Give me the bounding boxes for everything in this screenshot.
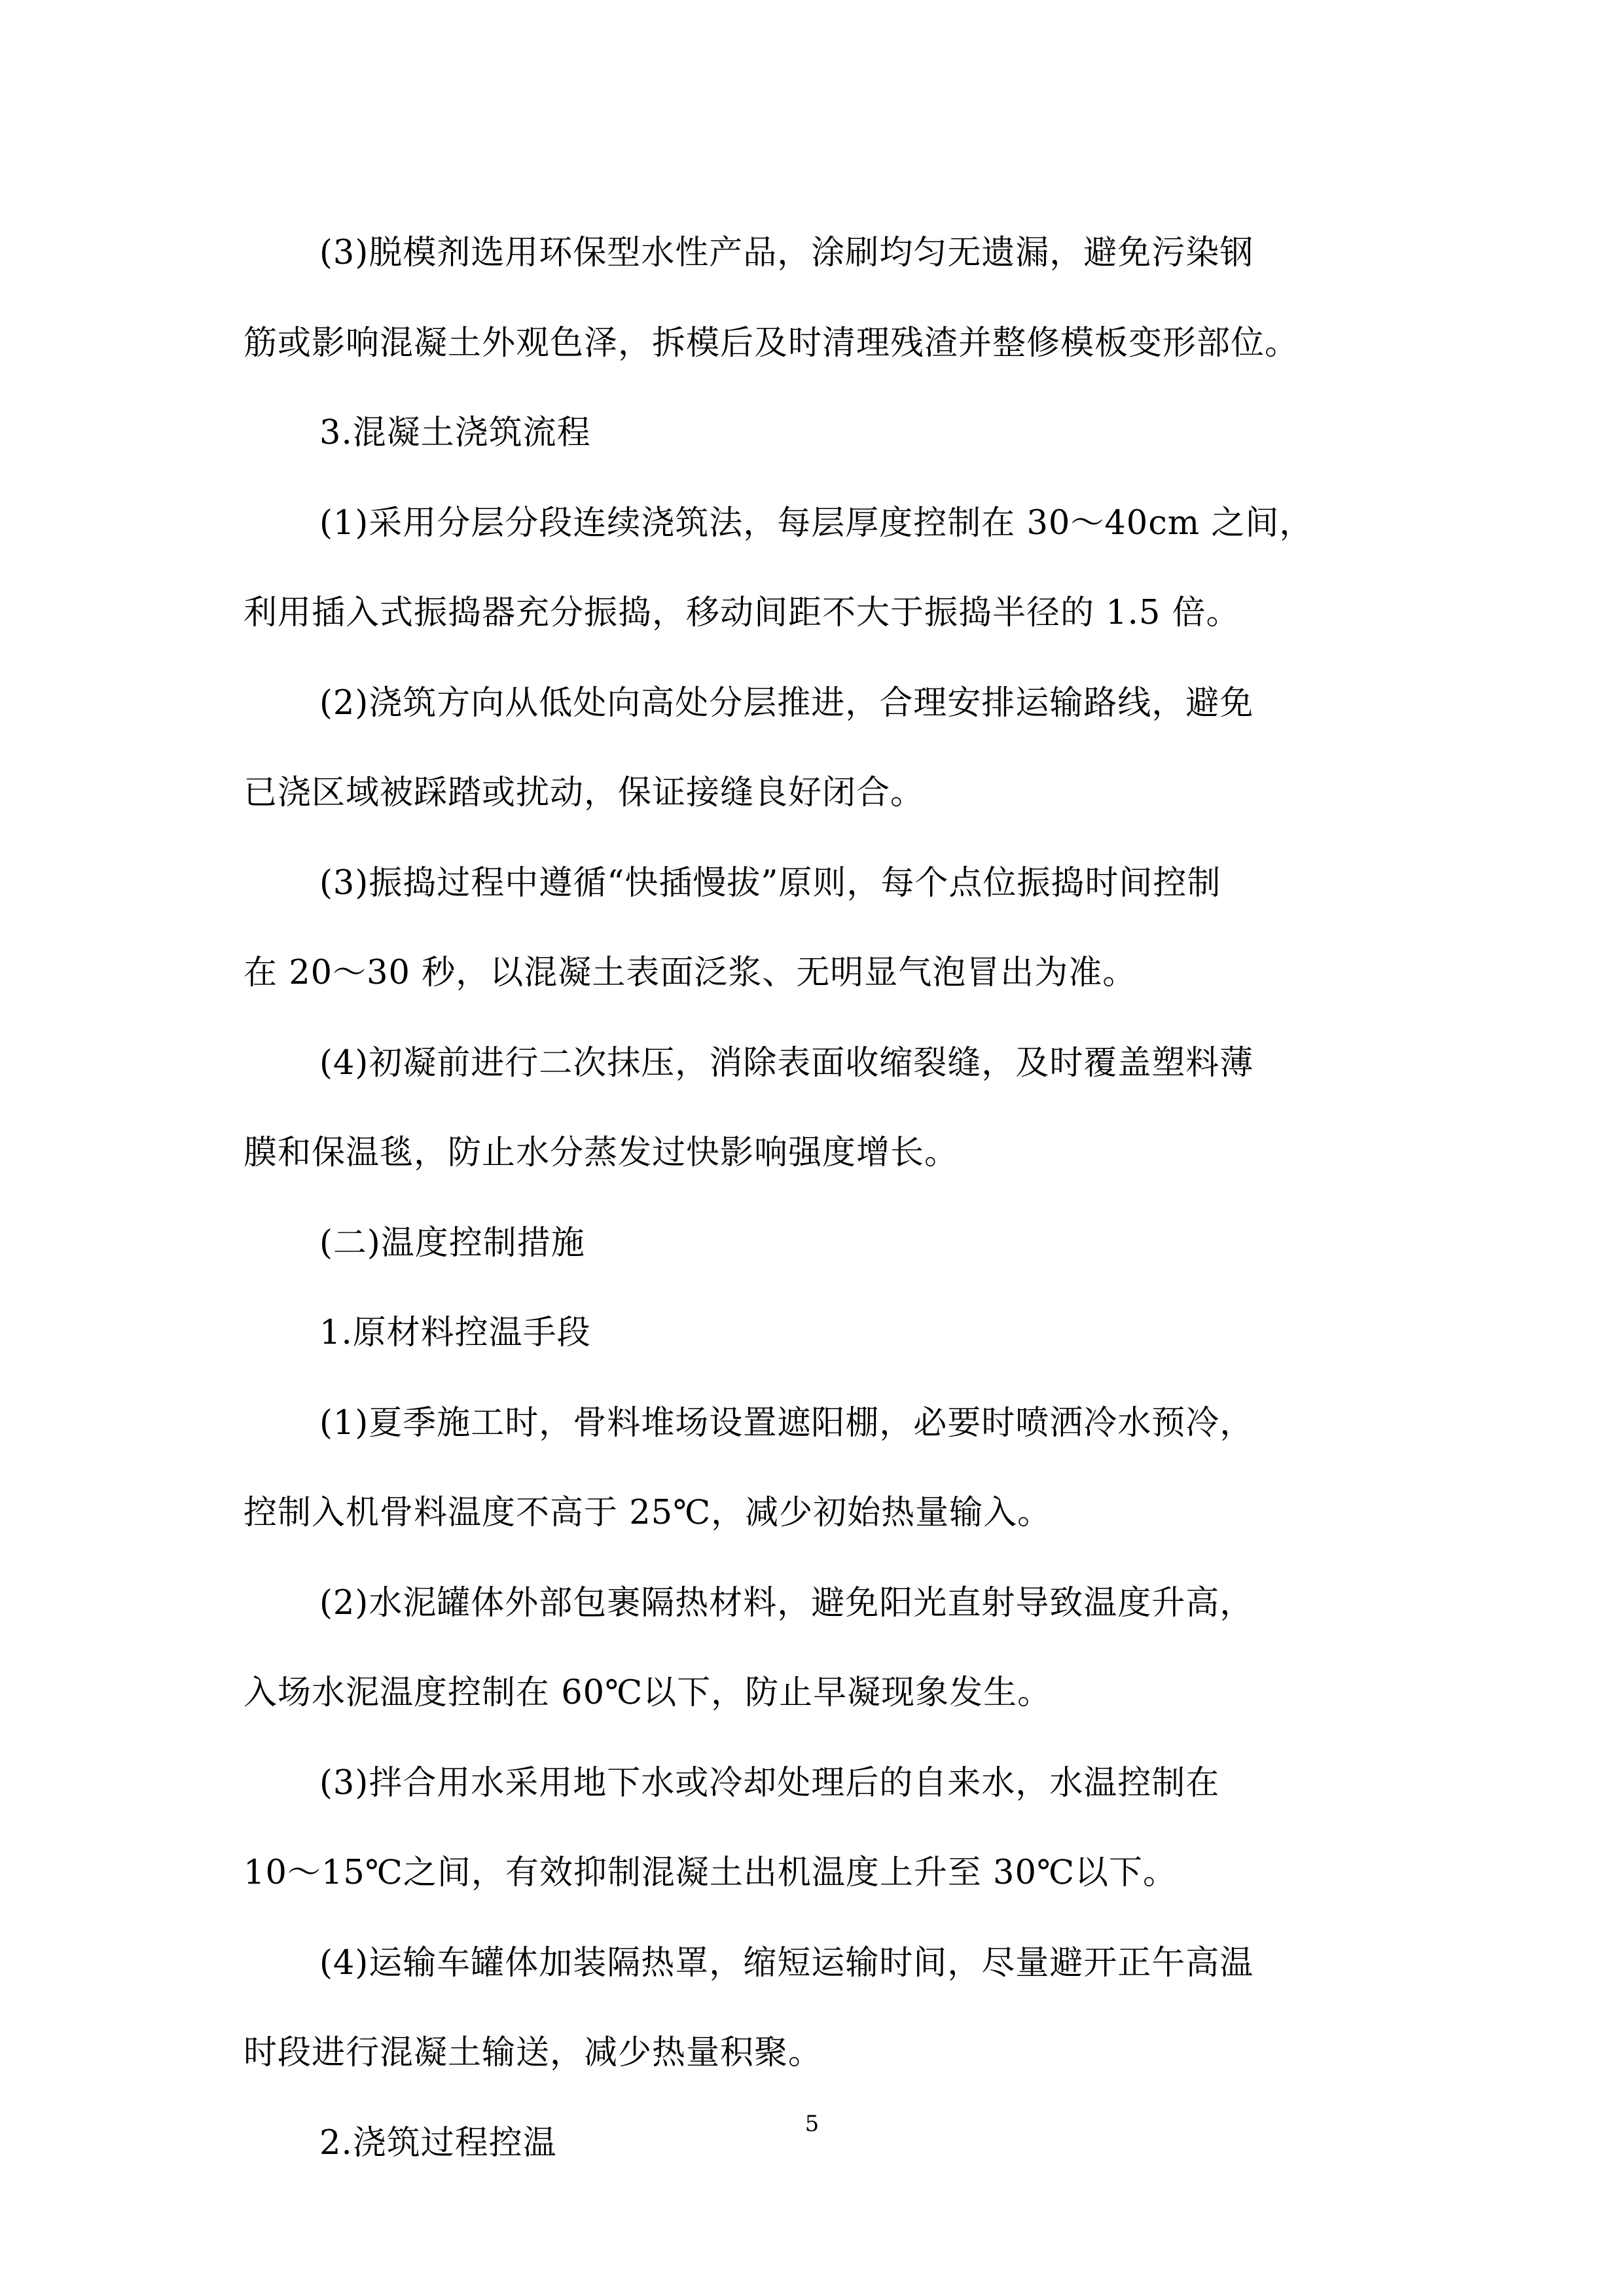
text-line: (3)拌合用水采用地下水或冷却处理后的自来水，水温控制在 — [319, 1763, 1220, 1803]
paragraph-layered-pouring — [244, 478, 1382, 658]
text-line: (3)振捣过程中遵循“快插慢拔”原则，每个点位振捣时间控制 — [319, 863, 1221, 903]
paragraph-secondary-troweling — [244, 1018, 1382, 1198]
text-line: (2)浇筑方向从低处向高处分层推进，合理安排运输路线，避免 — [319, 683, 1254, 723]
text-line: 膜和保温毯，防止水分蒸发过快影响强度增长。 — [244, 1134, 959, 1172]
paragraph-pouring-direction — [244, 658, 1382, 838]
text-line: 10～15℃之间，有效抑制混凝土出机温度上升至 30℃以下。 — [244, 1854, 1178, 1892]
paragraph-aggregate-cooling — [244, 1378, 1382, 1558]
text-line: (1)采用分层分段连续浇筑法，每层厚度控制在 30～40cm 之间， — [319, 503, 1314, 543]
text-line: (1)夏季施工时，骨料堆场设置遮阳棚，必要时喷洒冷水预冷， — [319, 1403, 1254, 1443]
heading-pouring-process — [244, 388, 1382, 478]
paragraph-cement-tank-insulation — [244, 1558, 1382, 1738]
text-line: 控制入机骨料温度不高于 25℃，减少初始热量输入。 — [244, 1494, 1052, 1532]
paragraph-transport-insulation — [244, 1918, 1382, 2098]
text-line: (4)运输车罐体加装隔热罩，缩短运输时间，尽量避开正午高温 — [319, 1943, 1254, 1982]
paragraph-vibration — [244, 838, 1382, 1018]
text-line: 时段进行混凝土输送，减少热量积聚。 — [244, 2034, 823, 2072]
heading-temperature-control — [244, 1198, 1382, 1289]
text-line: (4)初凝前进行二次抹压，消除表面收缩裂缝，及时覆盖塑料薄 — [319, 1043, 1254, 1083]
paragraph-mixing-water — [244, 1738, 1382, 1918]
paragraph-formwork-release-agent — [244, 208, 1382, 388]
section-heading: (二)温度控制措施 — [319, 1223, 585, 1263]
page-number: 5 — [804, 2111, 820, 2137]
text-line: (3)脱模剂选用环保型水性产品，涂刷均匀无遗漏，避免污染钢 — [319, 234, 1254, 272]
heading-raw-material-temperature — [244, 1288, 1382, 1378]
body-text — [244, 208, 1382, 2188]
text-line: 在 20～30 秒，以混凝土表面泛浆、无明显气泡冒出为准。 — [244, 954, 1137, 992]
section-heading: 1.原材料控温手段 — [319, 1314, 591, 1352]
section-heading: 2.浇筑过程控温 — [319, 2123, 557, 2162]
text-line: 利用插入式振捣器充分振捣，移动间距不大于振捣半径的 1.5 倍。 — [244, 594, 1240, 632]
text-line: 入场水泥温度控制在 60℃以下，防止早凝现象发生。 — [244, 1674, 1052, 1712]
text-line: (2)水泥罐体外部包裹隔热材料，避免阳光直射导致温度升高， — [319, 1583, 1254, 1623]
section-heading: 3.混凝土浇筑流程 — [319, 414, 591, 452]
text-line: 筋或影响混凝土外观色泽，拆模后及时清理残渣并整修模板变形部位。 — [244, 323, 1299, 363]
text-line: 已浇区域被踩踏或扰动，保证接缝良好闭合。 — [244, 774, 925, 812]
